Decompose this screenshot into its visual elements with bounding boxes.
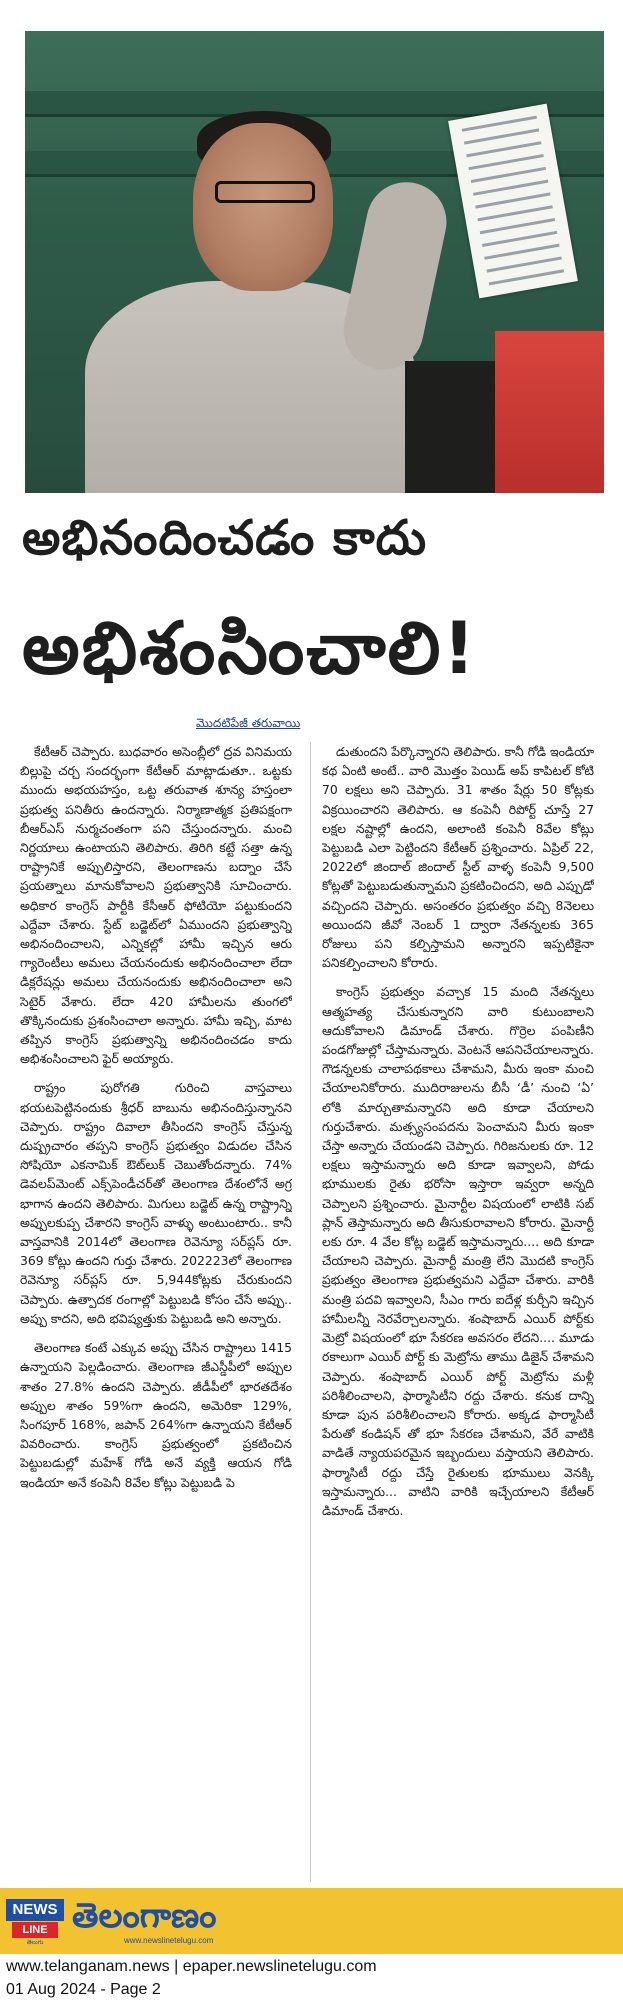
headline-line-2: అభిశంసించాలి!: [22, 606, 478, 690]
article-column-left: [20, 742, 292, 1882]
article-paragraph: కేటీఆర్ చెప్పారు. బుధవారం అసెంబ్లీలో ద్రవ వినిమయ బిల్లుపై చర్చ సందర్భంగా కేటీఆర్ మాట్లాడుతూ.. ఒట్టకు ముందు అభయహస్తం, ఒట్ట తరువాత శూన్య హస్తంలా ప్రభుత్వ పనితీరు ఉందన్నారు. నిర్మాణాత్మక ప్రతిపక్షంగా బీఆర్ఎస్ నుర్మచంతంగా పని చేస్తుందన్నారు. మంచి నిర్ణయాలు ఉంటాయని తెలిపారు. తిరిగి కట్టే సత్తా ఉన్న రాష్ట్రానికే అప్పులిస్తారని, తెలంగాణను బద్నాం చేసే ప్రయత్నాలు మానుకోవాలని ప్రభుత్వానికి సూచించారు. అధికార కాంగ్రెస్ పార్టీకి కేసీఆర్ ఫోటియో పట్టుకుందని ఎద్దేవా చేశారు. స్టేట్ బడ్జెట్‌లో ఏముందని ప్రభుత్వాన్ని అభినందించాలని, ఎన్నికల్లో హామీ ఇచ్చిన ఆరు గ్యారెంటీలు అమలు చేయనందుకు అభినందించాలా లేదా డిక్లరేషన్లు అమలు చేయనందుకు అభినందించాలా అని సెటైర్ వేశారు. లేదా 420 హామీలను తుంగలో తొక్కినందుకు ప్రశంసించాలా అన్నారు. హామీ ఇచ్చి, మాట తప్పిన కాంగ్రెస్ ప్రభుత్వాన్ని అభినందించడం కాదు అభిశంసించాలని ఫైర్ అయ్యారు.: [20, 744, 292, 1067]
speaker-arm: [336, 175, 454, 377]
continuation-tag[interactable]: మొదటిపేజీ తరువాయి: [196, 716, 301, 730]
logo-sub-text: తెలుగు: [26, 1939, 44, 1946]
speaker-glasses: [215, 181, 315, 203]
logo-line-text: LINE: [12, 1922, 58, 1938]
brand-url: www.newslinetelugu.com: [124, 1936, 214, 1945]
article-paragraph: డుతుందని పేర్కొన్నారని తెలిపారు. కానీ గోడి ఇండియా కథ ఏంటి అంటే.. వారి మొత్తం పెయిడ్ అప్ కాపిటల్ కోటి 70 లక్షలు అని చెప్పారు. 31 శాతం షేర్లు 50 కోట్లకు విక్రయించారని తెలిపారు. ఆ కంపెనీ రిపోర్ట్ చూస్తే 27 లక్షల నష్టాల్లో ఉందని, అలాంటి కంపెనీ 8వేల కోట్లు పెట్టుబడి ఎలా పెట్టిందని కేటీఆర్ ప్రశ్నించారు. ఏప్రిల్ 22, 2022లో జిందాల్ జిందాల్ స్టీల్ వాళ్ళ కంపెనీ 9,500 కోట్లతో పెట్టుబడుతున్నామని ప్రకటించిందని, అది ఎప్పుడో వచ్చిందని చెప్పారు. అసంతరం ప్రభుత్వం వచ్చి 8నెలలు అయిందని జీవో నెంబర్ 1 ద్వారా నేతన్నలకు 365 రోజులు పని కల్పిస్తామని అన్నారని ఇప్పటికైనా పనికల్పించాలని కోరారు.: [322, 744, 594, 971]
held-document: [448, 104, 578, 299]
speaker-head: [193, 123, 333, 291]
site-links[interactable]: www.telanganam.news | epaper.newslinetelugu.com: [6, 1958, 377, 1975]
brand-name: తెలంగాణం: [72, 1896, 217, 1936]
news-photo: [25, 31, 604, 493]
newsline-logo: [6, 1895, 64, 1945]
red-cloth: [495, 331, 604, 493]
article-column-right: [322, 742, 594, 1882]
headline-line-1: అభినందించడం కాదు: [22, 510, 428, 566]
logo-news-text: NEWS: [6, 1899, 64, 1921]
article-paragraph: రాష్ట్రం పురోగతి గురించి వాస్తవాలు భయటపెట్టినందుకు శ్రీధర్ బాబును అభినందిస్తున్నానని చెప్పారు. రాష్ట్రం దివాలా తీసిందని కాంగ్రెస్ చేస్తున్న దుష్ప్రచారం తప్పని కాంగ్రెస్ ప్రభుత్వం విడుదల చేసిన సోషియో ఎకనామిక్ ఔట్‌లుక్ చెబుతోందన్నారు. 74% డెవలప్‌మెంట్ ఎక్స్‌పెండీచర్‌తో తెలంగాణ దేశంలోనే అగ్ర భాగాన ఉందని తెలిపారు. మిగులు బడ్జెట్ ఉన్న రాష్ట్రాన్ని అప్పులకుప్ప చేశారని కాంగ్రెస్ వాళ్ళు అంటుంటారు.. కానీ వాస్తవానికి 2014లో తెలంగాణ రెవెన్యూ సర్‌ప్లస్ రూ. 369 కోట్లు ఉందని గుర్తు చేశారు. 202223లో తెలంగాణ రెవెన్యూ సర్‌ప్లస్ రూ. 5,944కోట్లకు చేరుకుందని చెప్పారు. ఉత్పాదక రంగాల్లో పెట్టుబడి కోసం చేసే అప్పు.. అప్పు కాదని, అది భవిష్యత్తుకు పెట్టుబడి అని అన్నారు.: [20, 1080, 292, 1326]
edition-date: 01 Aug 2024 - Page 2: [6, 1981, 161, 1998]
article-paragraph: తెలంగాణ కంటే ఎక్కువ అప్పు చేసిన రాష్ట్రాలు 1415 ఉన్నాయని పెల్లడించారు. తెలంగాణ జీఎస్డీపీలో అప్పుల శాతం 27.8% ఉందని చెప్పారు. జీడీపీలో భారతదేశం అప్పుల శాతం 59%గా ఉందని, అమెరికా 129%, సింగపూర్ 168%, జపాన్ 264%గా ఉన్నాయని కేటీఆర్ వివరించారు. కాంగ్రెస్ ప్రభుత్వంలో ప్రకటించిన పెట్టుబడుల్లో మహేశ్ గోడి అనే వ్యక్తి ఆయన గోడి ఇండియా అనే కంపెనీ 8వేల కోట్లు పెట్టుబడి పె: [20, 1340, 292, 1490]
column-divider: [310, 742, 311, 1882]
article-paragraph: కాంగ్రెస్ ప్రభుత్వం వచ్చాక 15 మంది నేతన్నలు ఆత్మహత్య చేసుకున్నారని వారి కుటుంబాలని ఆదుకోవాలని డిమాండ్ చేశారు. గొర్రెల పంపిణీని పండగోజుల్లో చేస్తామన్నారు. వెంటనే ఆపనిచేయాలన్నారు. గౌడన్నలకు చాలాపథకాలు చేశామని, మీరు ఇంకా మంచి చేయాలనికోరారు. ముదిరాజులను బీసీ ‘డీ’ నుంచి ‘ఏ’ లోకి మార్చుతామన్నారని అది కూడా చేయాలని గుర్తుచేశారు. మత్స్యసంపదను పెంచామని మీరు ఇంకా చేస్తా అన్నారు చేయండని చెప్పారు. గిరిజనులకు రూ. 12 లక్షలు ఇస్తామన్నారు అది కూడా ఇవ్వాలని, పోడు భూములకు రైతు భరోసా ఇస్తారా ఇవ్వరా అన్నది చెప్పాలని ప్రశ్నించారు. మైనార్టీల విషయంలో లాటికి సబ్ ప్లాన్ తెస్తామన్నారు అది తీసుకురావాలని కోరారు. మైనార్టీ లకు రూ. 4 వేల కోట్ల బడ్జెట్ ఇస్తామన్నారు.... అది కూడా చేయాలని చెప్పారు. మైనార్టీ మంత్రి లేని మొదటి కాంగ్రెస్ ప్రభుత్వం తెలంగాణ ప్రభుత్వమని ఎద్దేవా చేశారు. వారికి మంత్రి పదవి ఇవ్వాలని, సీఎం గారు ఐదేళ్ల కుర్చీని ఇచ్చిన హామీలన్నీ నెరవేర్చాలన్నారు. శంషాబాద్ ఎయిర్ పోర్ట్‌కు మెట్రో విషయంలో భూ సేకరణ అవసరం లేదని.... మూడు రకాలుగా ఎయిర్ పోర్ట్ కు మెట్రోను తాము డిజైన్ చేశామని చెప్పారు. శంషాబాద్ ఎయిర్ పోర్ట్ మెట్రోను మళ్లీ పరిశీలించాలని, ఫార్మాసిటీని రద్దు చేశారు. కనుక దాన్ని కూడా పున పరిశీలించాలని కోరారు. అక్కడ ఫార్మాసిటీ పేరుతో కండిషన్ తో భూ సేకరణ చేశామని, వేరే వాటికి వాడితే న్యాయపరమైన ఇబ్బందులు వస్తాయని తెలిపారు. ఫార్మాసిటీ రద్దు చేస్తే రైతులకు భూములు వెనక్కి ఇస్తామన్నారు... వాటిని వారికి ఇచ్చేయాలని కేటీఆర్ డిమాండ్ చేశారు.: [322, 984, 594, 1518]
